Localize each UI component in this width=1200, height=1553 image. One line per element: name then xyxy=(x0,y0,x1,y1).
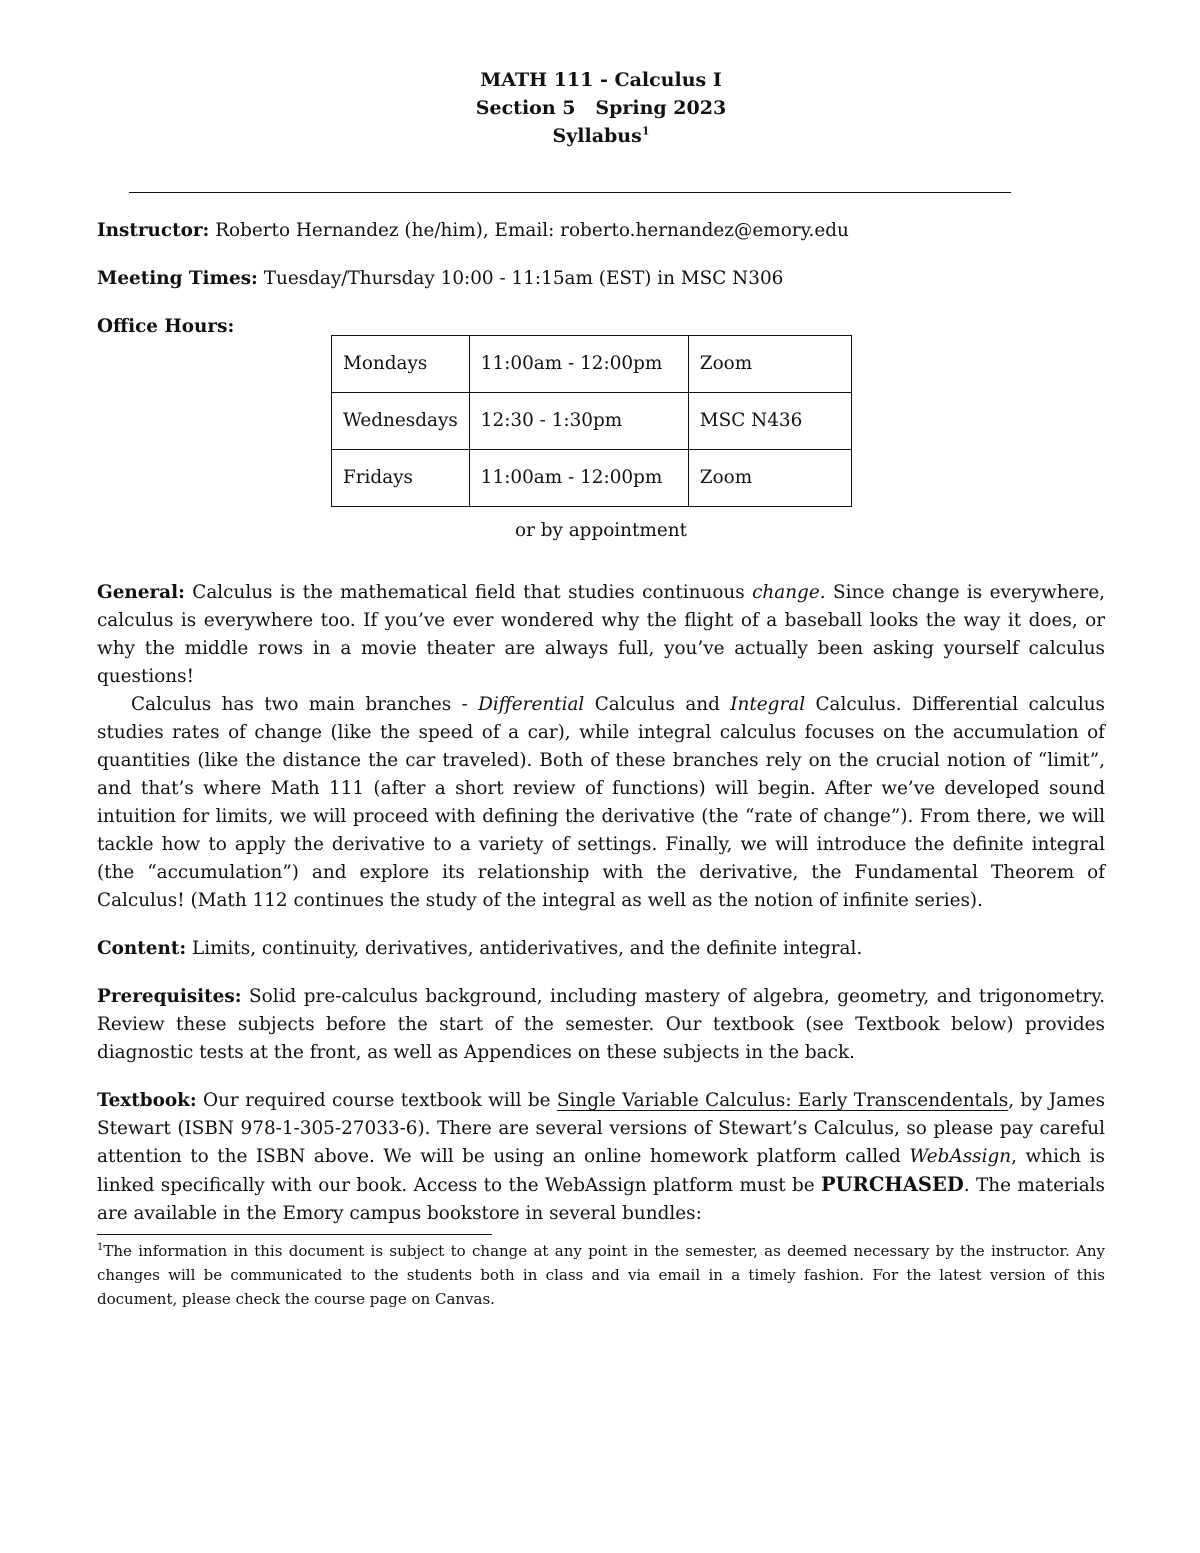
content-label: Content: xyxy=(97,938,187,959)
meeting-value: Tuesday/Thursday 10:00 - 11:15am (EST) in MSC N306 xyxy=(263,268,784,289)
purchased-emphasis: PURCHASED xyxy=(820,1173,964,1196)
content-value: Limits, continuity, derivatives, antiderivatives, and the definite integral. xyxy=(191,938,863,959)
textbook-label: Textbook: xyxy=(97,1090,197,1111)
oh-place: Zoom xyxy=(688,336,851,393)
oh-day: Mondays xyxy=(332,336,470,393)
prerequisites-label: Prerequisites: xyxy=(97,986,242,1007)
office-hours-label: Office Hours: xyxy=(97,316,235,337)
term-label: Spring 2023 xyxy=(595,97,727,119)
title-divider xyxy=(129,192,1011,193)
table-row xyxy=(332,336,852,393)
general-text: Since change is everywhere, calculus is everywhere too. If you’ve ever wondered why the flight of a baseball looks the way it does, or why the middle rows in a movie theater are always full, you’ve actually been asking yourself calculus questions! xyxy=(97,582,1105,687)
general-text: Calculus and xyxy=(594,694,720,715)
section-label: Section 5 xyxy=(475,97,576,119)
content-paragraph xyxy=(97,935,1105,963)
course-title: MATH 111 - Calculus I xyxy=(480,69,722,91)
meeting-label: Meeting Times: xyxy=(97,268,258,289)
footnote-number: 1 xyxy=(97,1242,104,1253)
textbook-title: Single Variable Calculus: Early Transcendentals xyxy=(556,1090,1009,1111)
textbook-text: , by James Stewart (ISBN 978-1-305-27033-6). There are several versions of Stewart’s Calculus, so please pay careful attention to the ISBN above. We will be using an online homework platform called xyxy=(97,1090,1106,1167)
oh-day: Wednesdays xyxy=(332,393,470,450)
prerequisites-paragraph xyxy=(97,983,1105,1067)
appointment-note: or by appointment xyxy=(515,520,687,541)
textbook-text: , which is linked specifically with our book. Access to the WebAssign platform must be xyxy=(97,1146,1105,1196)
footnote xyxy=(97,1239,1105,1311)
oh-day: Fridays xyxy=(332,450,470,507)
general-paragraph-1 xyxy=(97,579,1105,691)
meeting-line xyxy=(97,265,1105,293)
prerequisites-value: Solid pre-calculus background, including mastery of algebra, geometry, and trigonometry. Review these subjects before the start of the semester. Our textbook (see Textbook below) provides diagnostic tests at the front, as well as Appendices on these subjects in the back. xyxy=(97,986,1105,1063)
instructor-label: Instructor: xyxy=(97,220,210,241)
footnote-divider xyxy=(97,1234,492,1235)
table-row xyxy=(332,393,852,450)
general-text: Calculus has two main branches - xyxy=(131,694,468,715)
table-row xyxy=(332,450,852,507)
instructor-line xyxy=(97,217,1105,245)
general-text: Calculus is the mathematical field that studies continuous xyxy=(192,582,745,603)
doc-type xyxy=(97,122,1105,150)
webassign-name: WebAssign xyxy=(909,1146,1012,1167)
office-hours-table xyxy=(331,335,852,507)
general-paragraph-2 xyxy=(97,691,1105,915)
textbook-paragraph xyxy=(97,1087,1105,1228)
textbook-text: Our required course textbook will be xyxy=(203,1090,551,1111)
general-text: Calculus. Differential calculus studies rates of change (like the speed of a car), while integral calculus focuses on the accumulation of quantities (like the distance the car traveled). Both of these branches rely on the crucial notion of “limit”, and that’s where Math 111 (after a short review of functions) will begin. After we’ve developed sound intuition for limits, we will proceed with defining the derivative (the “rate of change”). From there, we will tackle how to apply the derivative to a variety of settings. Finally, we will introduce the definite integral (the “accumulation”) and explore its relationship with the derivative, the Fundamental Theorem of Calculus! (Math 112 continues the study of the integral as well as the notion of infinite series). xyxy=(97,694,1105,911)
footnote-text: The information in this document is subject to change at any point in the semester, as deemed necessary by the instructor. Any changes will be communicated to the students both in class and via email in a timely fashion. For the latest version of this document, please check the course page on Canvas. xyxy=(97,1242,1105,1308)
instructor-value: Roberto Hernandez (he/him), Email: roberto.hernandez@emory.edu xyxy=(215,220,849,241)
oh-place: Zoom xyxy=(688,450,851,507)
oh-place: MSC N436 xyxy=(688,393,851,450)
footnote-marker: 1 xyxy=(641,124,650,138)
general-emphasis: Differential xyxy=(478,694,585,715)
section-term xyxy=(97,94,1105,122)
syllabus-page xyxy=(97,66,1105,1311)
doc-type-label: Syllabus xyxy=(552,125,642,147)
oh-time: 11:00am - 12:00pm xyxy=(469,450,688,507)
oh-time: 11:00am - 12:00pm xyxy=(469,336,688,393)
oh-time: 12:30 - 1:30pm xyxy=(469,393,688,450)
general-emphasis: change. xyxy=(752,582,826,603)
textbook-text: . The materials are available in the Emory campus bookstore in several bundles: xyxy=(97,1175,1105,1224)
general-label: General: xyxy=(97,582,185,603)
title-block xyxy=(97,66,1105,150)
general-emphasis: Integral xyxy=(730,694,806,715)
